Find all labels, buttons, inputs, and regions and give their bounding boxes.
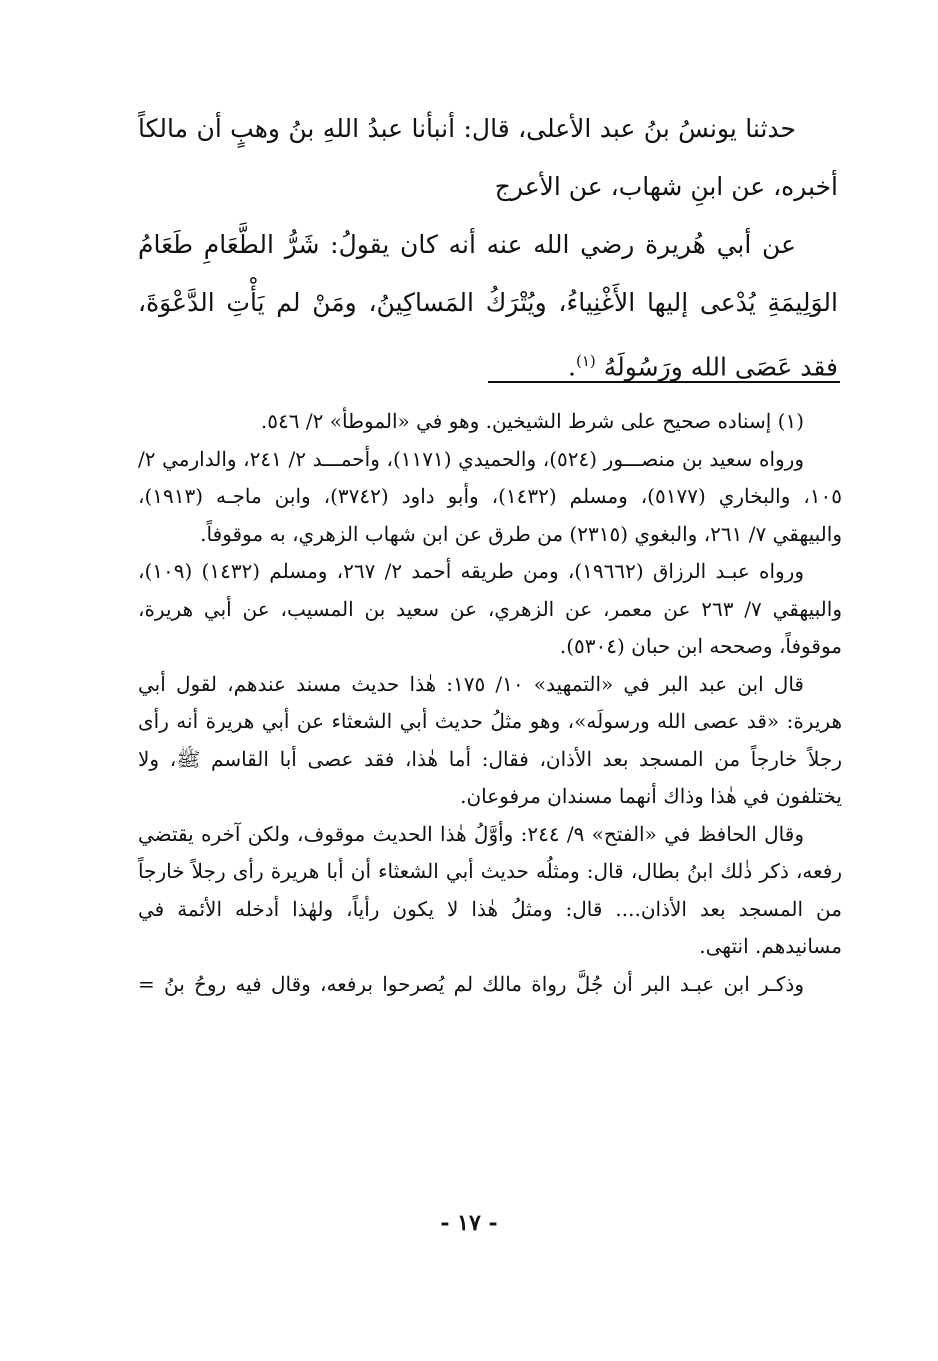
footnote-paragraph: ورواه عبـد الرزاق (١٩٦٦٢)، ومن طريقه أحمد ٢/ ٢٦٧، ومسلم (١٤٣٢) (١٠٩)، والبيهقي ٧/ ٢٦٣ عن معمر، عن الزهري، عن سعيد بن المسيب، عن أبي هريرة، موقوفاً، وصححه ابن حبان (٥٣٠٤). [138,559,842,658]
main-paragraph-1: حدثنا يونسُ بنُ عبد الأعلى، قال: أنبأنا عبدُ اللهِ بنُ وهبٍ أن مالكاً أخبره، عن ابنِ شهاب، عن الأعرج [138,114,838,201]
footnote-paragraph: ورواه سعيد بن منصـــور (٥٢٤)، والحميدي (١١٧١)، وأحمـــد ٢/ ٢٤١، والدارمي ٢/ ١٠٥، والبخاري (٥١٧٧)، ومسلم (١٤٣٢)، وأبو داود (٣٧٤٢)، وابن ماجـه (١٩١٣)، والبيهقي ٧/ ٢٦١، والبغوي (٢٣١٥) من طرق عن ابن شهاب الزهري، به موقوفاً. [138,446,843,546]
footnote-paragraph: وذكـر ابن عبـد البر أن جُلَّ رواة مالك لم يُصرحوا برفعه، وقال فيه روحُ بنُ = [138,971,805,996]
footnote-paragraph: قال ابن عبد البر في «التمهيد» ١٠/ ١٧٥: هٰذا حديث مسند عندهم، لقول أبي هريرة: «قد عصى الله ورسولَه»، وهو مثلُ حديث أبي الشعثاء عن أبي هريرة أنه رأى رجلاً خارجاً من المسجد بعد الأذان، فقال: أما هٰذا، فقد عصى أبا القاسم ﷺ، ولا يختلفون في هٰذا وذاك أنهما مسندان مرفوعان. [138,671,842,808]
page-number: - ١٧ - [440,1210,498,1236]
main-paragraph-2-end: . [568,352,576,382]
main-text [138,100,838,396]
main-paragraph-2 [138,216,838,396]
footnote-paragraph: (١) إسناده صحيح على شرط الشيخين. وهو في «الموطأ» ٢/ ٥٤٦. [260,409,804,433]
footnote-reference[interactable]: (١) [576,352,596,370]
footnote-paragraph: وقال الحافظ في «الفتح» ٩/ ٢٤٤: وأوَّلُ هٰذا الحديث موقوف، ولكن آخره يقتضي رفعه، ذكر ذٰلك ابنُ بطال، قال: ومثلُه حديث أبي الشعثاء أن أبا هريرة رأى رجلاً خارجاً من المسجد بعد الأذان.... قال: ومثلُ هٰذا لا يكون رأياً، ولهٰذا أدخله الأئمة في مسانيدهم. انتهى. [138,821,842,958]
footnotes [138,403,842,1003]
footnote-separator-line [488,381,840,383]
main-paragraph-2-text: عن أبي هُريرة رضي الله عنه أنه كان يقولُ: شَرُّ الطَّعَامِ طَعَامُ الوَلِيمَةِ يُدْعى إليها الأَغْنِياءُ، ويُتْرَكُ المَساكِينُ، ومَنْ لم يَأْتِ الدَّعْوَةَ، فقد عَصَى الله ورَسُولَهُ [138,230,838,382]
